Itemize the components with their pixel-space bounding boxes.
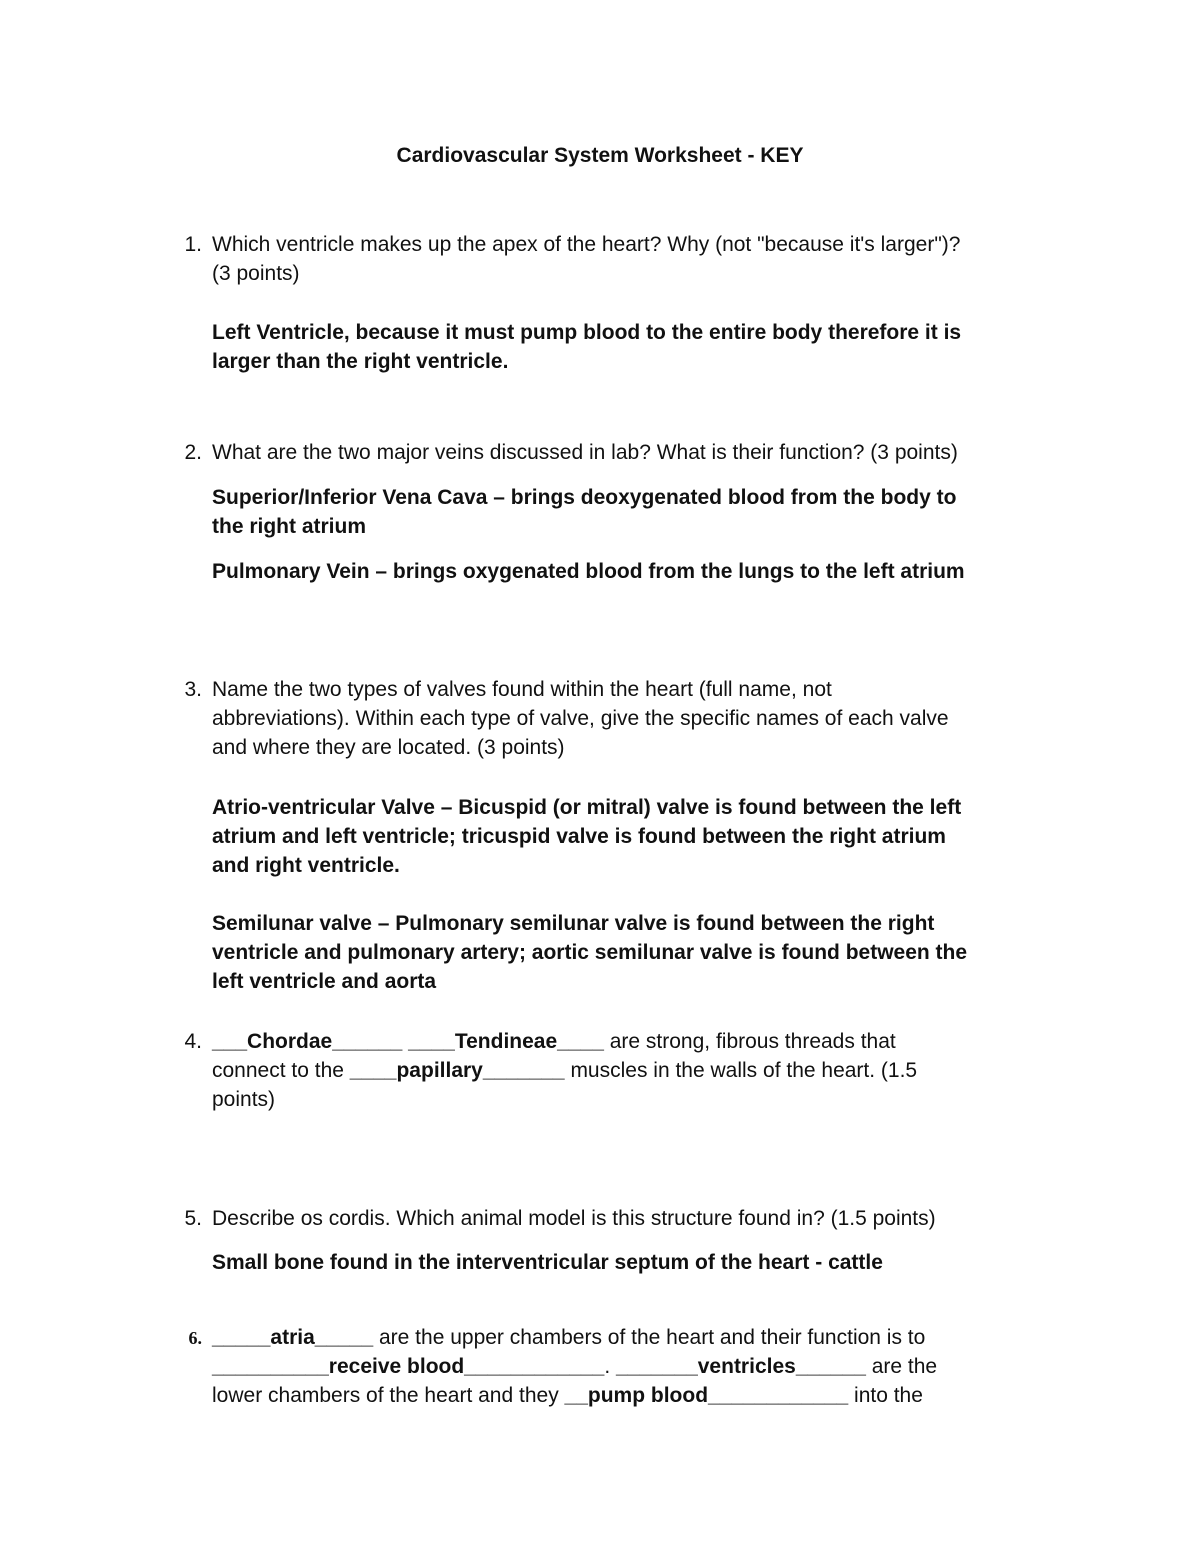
q4-text: muscles in the walls of the heart. (1.5 [564, 1059, 918, 1082]
q1-number: 1. [184, 233, 202, 256]
q6-text: are the [865, 1355, 938, 1378]
q3-answer-line: Atrio-ventricular Valve – Bicuspid (or mitral) valve is found between the left [212, 796, 962, 819]
q4-blank-tendineae: ____Tendineae____ [408, 1030, 604, 1053]
q2-answer-line: Pulmonary Vein – brings oxygenated blood from the lungs to the left atrium [212, 560, 965, 583]
q4-question-line [212, 1027, 1072, 1056]
q6-question-line [212, 1352, 1072, 1381]
q3-answer-line: atrium and left ventricle; tricuspid valve is found between the right atrium [212, 825, 946, 848]
q4-text: are strong, fibrous threads that [603, 1030, 896, 1053]
q2-answer-pulmonary-vein [212, 557, 1092, 586]
q3-number: 3. [184, 678, 202, 701]
q3-answer-line: left ventricle and aorta [212, 970, 437, 993]
q3-question-line: and where they are located. (3 points) [212, 736, 565, 759]
q4-text: connect to the [212, 1059, 350, 1082]
q3-question [212, 675, 1072, 762]
q4-blank-papillary: ____papillary_______ [349, 1059, 565, 1082]
q1-question-line: Which ventricle makes up the apex of the heart? Why (not "because it's larger")? [212, 233, 961, 256]
q5-question-line: Describe os cordis. Which animal model is this structure found in? (1.5 points) [212, 1207, 936, 1230]
page-title: Cardiovascular System Worksheet - KEY [396, 144, 804, 167]
q3-answer-line: Semilunar valve – Pulmonary semilunar valve is found between the right [212, 912, 935, 935]
q6-question-line [212, 1323, 1072, 1352]
q5-question [212, 1204, 1072, 1233]
q3-answer-semilunar-valve [212, 909, 1092, 996]
q6-text: into the [848, 1384, 923, 1407]
q4-number: 4. [184, 1030, 202, 1053]
q6-text: are the upper chambers of the heart and their function is to [373, 1326, 926, 1349]
q3-answer-line: ventricle and pulmonary artery; aortic semilunar valve is found between the [212, 941, 968, 964]
q6-question-line [212, 1381, 1072, 1410]
q2-question [212, 438, 1072, 467]
q2-answer-vena-cava [212, 483, 1092, 541]
q1-answer [212, 318, 1092, 376]
q1-question-line: (3 points) [212, 262, 300, 285]
q4-question-line: points) [212, 1088, 276, 1111]
q4-blank-chordae: ___Chordae______ [212, 1030, 403, 1053]
q2-answer-line: Superior/Inferior Vena Cava – brings deoxygenated blood from the body to [212, 486, 957, 509]
q6-blank-pump-blood: __pump blood____________ [564, 1384, 849, 1407]
q2-question-line: What are the two major veins discussed in lab? What is their function? (3 points) [212, 441, 958, 464]
q4-question-line [212, 1056, 1072, 1085]
q1-answer-line: Left Ventricle, because it must pump blood to the entire body therefore it is [212, 321, 962, 344]
q3-answer-av-valve [212, 793, 1092, 880]
q6-blank-receive-blood: __________receive blood____________ [212, 1355, 605, 1378]
q6-blank-atria: _____atria_____ [212, 1326, 374, 1349]
q4-question [212, 1027, 1072, 1114]
q2-number: 2. [184, 441, 202, 464]
q5-number: 5. [184, 1207, 202, 1230]
q6-number: 6. [188, 1328, 202, 1348]
q6-text: . [604, 1355, 616, 1378]
q5-answer-line: Small bone found in the interventricular septum of the heart - cattle [212, 1251, 883, 1274]
q6-blank-ventricles: _______ventricles______ [616, 1355, 866, 1378]
q1-answer-line: larger than the right ventricle. [212, 350, 509, 373]
q1-question [212, 230, 1072, 288]
q3-answer-line: and right ventricle. [212, 854, 400, 877]
q3-question-line: Name the two types of valves found within the heart (full name, not [212, 678, 832, 701]
q6-question [212, 1323, 1072, 1410]
q3-question-line: abbreviations). Within each type of valve, give the specific names of each valve [212, 707, 949, 730]
q6-text: lower chambers of the heart and they [212, 1384, 565, 1407]
q2-answer-line: the right atrium [212, 515, 367, 538]
q5-answer [212, 1248, 1092, 1277]
